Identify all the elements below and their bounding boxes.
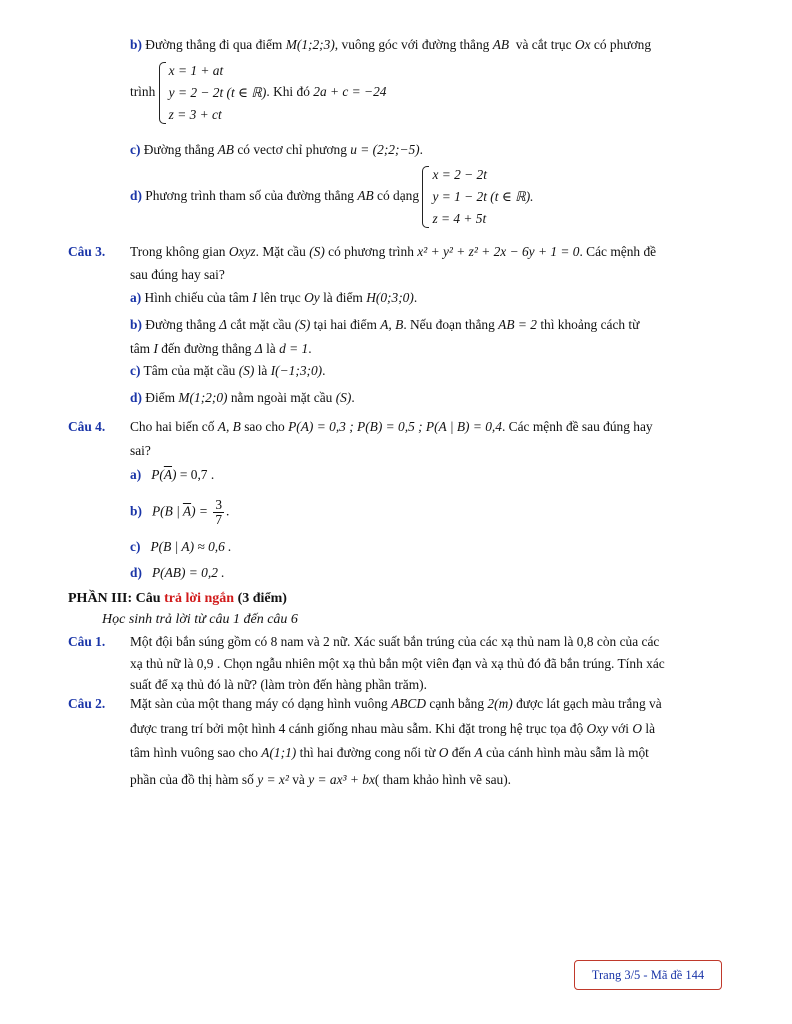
q3-b-l2f: d = 1	[279, 341, 309, 356]
q2-b-line1	[130, 36, 651, 54]
q2-c-text1: Đường thẳng	[143, 142, 215, 157]
q4-c-label: c)	[130, 539, 141, 554]
p3q2-l1b: ABCD	[391, 696, 427, 711]
p3q1-line2: xạ thủ nữ là 0,9 . Chọn ngẫu nhiên một xạ thủ bắn một viên đạn và xạ thủ đó đã bắn trúng. Tính xác	[130, 656, 665, 671]
q3-c-label: c)	[130, 363, 141, 378]
q3-math-equation: x² + y² + z² + 2x − 6y + 1 = 0	[417, 244, 580, 259]
q3-d-line	[130, 389, 355, 407]
q2-d-sys-y: y = 1 − 2t (t ∈ ℝ).	[432, 189, 534, 204]
q3-c-text2: là	[257, 363, 268, 378]
p3q2-l2e: là	[645, 721, 656, 736]
q3-a-text4: .	[413, 290, 418, 305]
p3q2-l3d: O	[438, 745, 449, 760]
q2-d-line	[130, 164, 534, 230]
p3q2-l3b: A(1;1)	[261, 745, 297, 760]
q4-text-e: . Các mệnh đề sau đúng hay	[501, 419, 653, 434]
q2-b-label: b)	[130, 37, 142, 52]
q4-b-fraction	[213, 498, 224, 527]
q3-b-text4: . Nếu đoạn thẳng	[403, 317, 495, 332]
q4-line1	[130, 418, 653, 436]
q3-text-g: . Các mệnh đề	[579, 244, 657, 259]
q4-a-math: = 0,7 .	[179, 467, 215, 482]
p3q2-l1c: cạnh bằng	[429, 696, 485, 711]
q4-a-line	[130, 466, 214, 484]
q2-b-text4: có phương	[593, 37, 652, 52]
q3-b-l2b: I	[153, 341, 158, 356]
p3q2-line4	[130, 771, 511, 789]
q2-b-sys-x: x = 1 + at	[168, 63, 224, 78]
q3-d-text2: nằm ngoài mặt cầu	[230, 390, 333, 405]
p3q2-line3	[130, 744, 649, 762]
q2-d-text2: có dạng	[377, 188, 420, 204]
q4-d-math: P(AB) = 0,2 .	[151, 565, 225, 580]
p3q1-line1: Một đội bắn súng gồm có 8 nam và 2 nữ. Xác suất bắn trúng của các xạ thủ nam là 0,8 còn của các	[130, 634, 660, 649]
p3q2-l3g: của cánh hình màu sẫm là một	[486, 745, 649, 760]
q2-b-math4: 2a + c = −24	[313, 84, 387, 100]
p3q2-l3e: đến	[451, 745, 472, 760]
q4-a-label: a)	[130, 467, 142, 482]
q2-b-text5: trình	[130, 84, 156, 100]
q4-line2: sai?	[130, 443, 151, 458]
p3q2-l1d: 2(m)	[487, 696, 513, 711]
p3q2-l3f: A	[474, 745, 483, 760]
q4-c-math: P(B | A) ≈ 0,6 .	[150, 539, 232, 554]
q3-c-text3: .	[322, 363, 326, 378]
part3-title-c: (3 điểm)	[237, 591, 287, 606]
q4-math-probs: P(A) = 0,3 ; P(B) = 0,5 ; P(A | B) = 0,4	[288, 419, 502, 434]
q3-b-m2: (S)	[294, 317, 311, 332]
q4-math-ab: A, B	[217, 419, 241, 434]
q3-b-line2	[130, 340, 312, 358]
q3-a-text3: là điểm	[323, 290, 363, 305]
q4-b-den: 7	[215, 512, 223, 527]
q4-b-label: b)	[130, 503, 142, 519]
p3q1-line3: suất để xạ thủ đó là nữ? (làm tròn đến hàng phần trăm).	[130, 677, 427, 692]
q2-d-sys-z: z = 4 + 5t	[432, 211, 487, 226]
q3-d-m1: M(1;2;0)	[178, 390, 228, 405]
q3-b-m4: AB = 2	[498, 317, 537, 332]
q3-math-s: (S)	[309, 244, 325, 259]
part3-subtitle: Học sinh trả lời từ câu 1 đến câu 6	[102, 612, 298, 627]
q3-a-m3: H(0;3;0)	[366, 290, 414, 305]
p3q2-line2	[130, 720, 655, 738]
q3-b-line1	[130, 316, 639, 334]
q3-d-text: Điểm	[145, 390, 176, 405]
q2-c-math2: u = (2;2;−5)	[350, 142, 420, 157]
q4-a-math-lhs: $P(\overline{A})$	[151, 467, 177, 482]
q3-d-text3: .	[351, 390, 355, 405]
q2-c-text3: .	[419, 142, 423, 157]
q3-a-text2: lên trục	[260, 290, 301, 305]
q3-b-text: Đường thẳng	[145, 317, 216, 332]
page-footer: Trang 3/5 - Mã đề 144	[574, 960, 722, 990]
q2-d-math1: AB	[357, 188, 374, 204]
q3-line1	[130, 243, 656, 261]
q2-c-label: c)	[130, 142, 141, 157]
q4-d-line	[130, 564, 225, 582]
q3-a-m1: I	[252, 290, 257, 305]
q3-b-m3: A, B	[380, 317, 404, 332]
q2-b-sys-z: z = 3 + ct	[168, 107, 222, 122]
p3q2-l2c: với	[611, 721, 629, 736]
p3q2-l4c: và	[292, 772, 305, 787]
q4-b-num: 3	[215, 497, 223, 512]
q3-b-m1: Δ	[219, 317, 227, 332]
q2-c-math1: AB	[217, 142, 234, 157]
q4-c-line	[130, 538, 232, 556]
q4-b-line: b) P(B | $\overline{A}$) = $\frac{3}{7}$ .	[130, 497, 230, 527]
q2-b-math3: Ox	[574, 37, 591, 52]
q2-c-text2: có vectơ chỉ phương	[237, 142, 347, 157]
p3q2-l3c: thì hai đường cong nối từ	[299, 745, 436, 760]
q3-a-label: a)	[130, 290, 142, 305]
q2-b-system	[159, 60, 267, 126]
p3q2-l4d: y = ax³ + bx	[308, 772, 375, 787]
q2-b-sys-y: y = 2 − 2t (t ∈ ℝ)	[168, 85, 267, 100]
q3-text-a: Trong không gian	[130, 244, 226, 259]
q2-d-system	[422, 164, 533, 230]
q3-c-m1: (S)	[238, 363, 255, 378]
q3-b-l2a: tâm	[130, 341, 151, 356]
q3-b-l2d: Δ	[254, 341, 263, 356]
q3-math-oxyz: Oxyz	[228, 244, 256, 259]
q4-text-a: Cho hai biến cố	[130, 419, 215, 434]
q3-b-text3: tại hai điểm	[313, 317, 377, 332]
q2-b-text1: Đường thẳng đi qua điểm	[145, 37, 283, 52]
q2-b-math1: M(1;2;3)	[285, 37, 335, 52]
p3q2-line1	[130, 695, 662, 713]
q4-d-label: d)	[130, 565, 142, 580]
q3-a-line	[130, 289, 417, 307]
q3-text-c: . Mặt cầu	[255, 244, 306, 259]
p3q2-l4e: ( tham khảo hình vẽ sau).	[374, 772, 512, 787]
q3-a-text: Hình chiếu của tâm	[144, 290, 249, 305]
q3-c-line	[130, 362, 326, 380]
p3q2-l1e: được lát gạch màu trắng và	[516, 696, 662, 711]
q3-a-m2: Oy	[304, 290, 320, 305]
q3-b-l2g: .	[308, 341, 312, 356]
q2-d-label: d)	[130, 188, 142, 204]
q3-b-l2e: là	[266, 341, 276, 356]
p3q2-l1a: Mặt sàn của một thang máy có dạng hình vuông	[130, 696, 388, 711]
q3-line2: sau đúng hay sai?	[130, 267, 225, 282]
part3-title-a: PHẦN III: Câu	[68, 591, 161, 606]
q2-b-text3: và cắt trục	[515, 37, 572, 52]
q3-b-label: b)	[130, 317, 142, 332]
q3-b-l2c: đến đường thẳng	[161, 341, 252, 356]
q3-text-e: có phương trình	[328, 244, 414, 259]
q3-d-label: d)	[130, 390, 142, 405]
q3-label: Câu 3.	[68, 244, 106, 259]
q3-c-text: Tâm của mặt cầu	[143, 363, 236, 378]
p3q2-l4b: y = x²	[257, 772, 289, 787]
part3-title	[68, 590, 287, 608]
q4-b-math-lhs: P(B | $\overline{A}$) =	[151, 503, 208, 519]
q2-c-line	[130, 141, 423, 159]
q4-text-c: sao cho	[244, 419, 285, 434]
p3q2-l4a: phần của đồ thị hàm số	[130, 772, 254, 787]
q2-b-math2: AB	[492, 37, 510, 52]
part3-title-b: trả lời ngắn	[164, 591, 235, 606]
q4-label: Câu 4.	[68, 419, 106, 434]
p3q2-label: Câu 2.	[68, 696, 106, 711]
q2-d-sys-x: x = 2 − 2t	[432, 167, 487, 182]
q3-c-m2: I(−1;3;0)	[270, 363, 323, 378]
p3q2-l3a: tâm hình vuông sao cho	[130, 745, 258, 760]
q3-b-text5: thì khoảng cách từ	[540, 317, 640, 332]
p3q2-l2d: O	[632, 721, 642, 736]
q2-b-text6: . Khi đó	[266, 84, 310, 100]
q2-b-line2	[130, 60, 387, 126]
p3q2-l2b: Oxy	[586, 721, 609, 736]
p3q1-label: Câu 1.	[68, 634, 106, 649]
q2-d-text1: Phương trình tham số của đường thẳng	[145, 188, 354, 204]
q2-b-text2: , vuông góc với đường thẳng	[334, 37, 490, 52]
p3q2-l2a: được trang trí bởi một hình 4 cánh giống nhau màu sẫm. Khi đặt trong hệ trục tọa độ	[130, 721, 584, 736]
q3-b-text2: cắt mặt cầu	[230, 317, 292, 332]
q3-d-m2: (S)	[335, 390, 352, 405]
